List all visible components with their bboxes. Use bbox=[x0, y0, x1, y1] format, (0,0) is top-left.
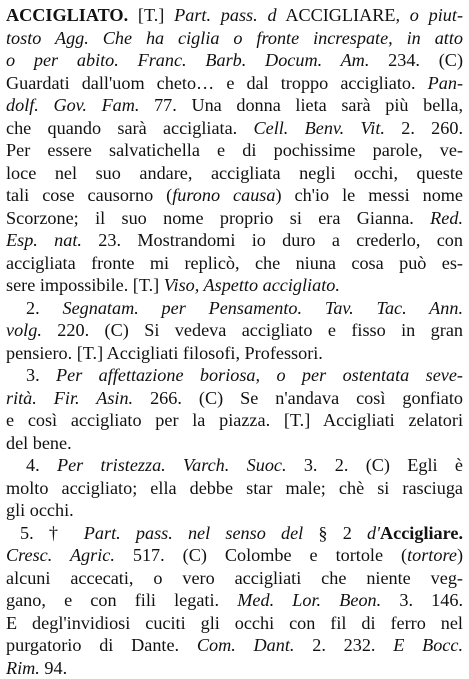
text-line bbox=[6, 567, 463, 590]
italic-text: volg. bbox=[6, 320, 42, 340]
text-line bbox=[6, 4, 463, 27]
text-line bbox=[6, 162, 463, 185]
text-segment: molto accigliato; ella debbe star male; chè si rasciuga bbox=[6, 478, 463, 498]
italic-text: Red. bbox=[430, 208, 463, 228]
text-line bbox=[6, 27, 463, 50]
text-line bbox=[6, 184, 463, 207]
italic-text: Viso, Aspetto accigliato. bbox=[164, 275, 340, 295]
italic-text: Per tristezza. Varch. Suoc. bbox=[57, 455, 287, 475]
text-segment: Per essere salvatichella e di pochissime parole, ve- bbox=[6, 140, 463, 160]
text-line bbox=[6, 387, 463, 410]
text-line bbox=[6, 589, 463, 612]
text-line bbox=[6, 229, 463, 252]
text-segment: Guardati dall'uom cheto… e dal troppo accigliato. bbox=[6, 73, 428, 93]
headword: Accigliare. bbox=[380, 523, 463, 543]
text-line bbox=[6, 252, 463, 275]
text-segment: 4. bbox=[26, 455, 57, 475]
text-segment: 77. Una donna lieta sarà più bella, bbox=[139, 95, 463, 115]
italic-text: Cresc. Agric. bbox=[6, 545, 115, 565]
italic-text: Esp. nat. bbox=[6, 230, 82, 250]
text-line bbox=[6, 657, 463, 679]
text-line bbox=[6, 544, 463, 567]
text-line bbox=[6, 72, 463, 95]
text-segment: 23. Mostrandomi io duro a crederlo, con bbox=[82, 230, 463, 250]
text-segment: sere impossibile. [T.] bbox=[6, 275, 164, 295]
text-segment: purgatorio di Dante. bbox=[6, 635, 197, 655]
text-segment: accigliata fronte mi replicò, che niuna cosa può es- bbox=[6, 253, 463, 273]
italic-text: o per abito. Franc. Barb. Docum. Am. bbox=[6, 50, 369, 70]
text-line bbox=[6, 522, 463, 545]
italic-text: Part. pass. nel senso del bbox=[84, 523, 303, 543]
text-segment: gano, e con fili legati. bbox=[6, 590, 237, 610]
italic-text: dolf. Gov. Fam. bbox=[6, 95, 139, 115]
text-line bbox=[6, 342, 463, 365]
text-line bbox=[6, 117, 463, 140]
text-line bbox=[6, 207, 463, 230]
text-line bbox=[6, 364, 463, 387]
dictionary-entry-acciglato bbox=[6, 4, 463, 679]
italic-text: Rim. bbox=[6, 658, 40, 678]
text-segment: 2. bbox=[26, 298, 62, 318]
italic-text: tosto Agg. Che ha ciglia o fronte increspate, in atto bbox=[6, 28, 463, 48]
text-segment: § 2 bbox=[303, 523, 367, 543]
text-segment: alcuni accecati, o vero accigliati che niente veg- bbox=[6, 568, 463, 588]
italic-text: E Bocc. bbox=[393, 635, 463, 655]
text-segment: ACCIGLIARE bbox=[277, 5, 396, 25]
text-segment: 517. (C) Colombe e tortole ( bbox=[115, 545, 407, 565]
italic-text: furono causa bbox=[172, 185, 275, 205]
text-line bbox=[6, 432, 463, 455]
text-segment: E degl'invidiosi cuciti gli occhi con fil di ferro nel bbox=[6, 613, 463, 633]
text-segment: 3. bbox=[26, 365, 56, 385]
text-segment: ) ch'io le messi nome bbox=[275, 185, 463, 205]
text-line bbox=[6, 409, 463, 432]
text-segment: tali cose causorno ( bbox=[6, 185, 172, 205]
text-segment: 220. (C) Si vedeva accigliato e fisso in gran bbox=[42, 320, 463, 340]
italic-text: d' bbox=[367, 523, 380, 543]
text-segment: 3. 2. (C) Egli è bbox=[287, 455, 463, 475]
text-line bbox=[6, 49, 463, 72]
text-segment: 234. (C) bbox=[369, 50, 463, 70]
text-line bbox=[6, 319, 463, 342]
text-segment: [T.] bbox=[128, 5, 174, 25]
text-segment: loce nel suo andare, accigliata negli occhi, queste bbox=[6, 163, 463, 183]
italic-text: Com. Dant. bbox=[197, 635, 295, 655]
text-segment: ) bbox=[457, 545, 463, 565]
text-line bbox=[6, 499, 463, 522]
italic-text: Cell. Benv. Vit. bbox=[254, 118, 385, 138]
italic-text: , o piut- bbox=[395, 5, 463, 25]
text-line bbox=[6, 612, 463, 635]
italic-text: tortore bbox=[407, 545, 457, 565]
italic-text: rità. Fir. Asin. bbox=[6, 388, 133, 408]
text-segment: e così accigliato per la piazza. [T.] Accigliati zelatori bbox=[6, 410, 463, 430]
text-segment: 5. † bbox=[20, 523, 84, 543]
text-line bbox=[6, 477, 463, 500]
text-segment: che quando sarà accigliata. bbox=[6, 118, 254, 138]
text-line bbox=[6, 274, 463, 297]
text-segment: 266. (C) Se n'andava così gonfiato bbox=[133, 388, 463, 408]
text-segment: 2. 260. bbox=[385, 118, 463, 138]
text-segment: 2. 232. bbox=[294, 635, 393, 655]
text-segment: 94. bbox=[40, 658, 67, 678]
text-segment: pensiero. [T.] Accigliati filosofi, Professori. bbox=[6, 343, 323, 363]
italic-text: Per affettazione boriosa, o per ostentata seve- bbox=[56, 365, 463, 385]
italic-text: Pan- bbox=[428, 73, 463, 93]
italic-text: Segnatam. per Pensamento. Tav. Tac. Ann. bbox=[62, 298, 463, 318]
text-segment: 3. 146. bbox=[381, 590, 463, 610]
text-segment: Scorzone; il suo nome proprio si era Gianna. bbox=[6, 208, 430, 228]
text-line bbox=[6, 634, 463, 657]
italic-text: Med. Lor. Beon. bbox=[237, 590, 381, 610]
text-line bbox=[6, 297, 463, 320]
text-line bbox=[6, 94, 463, 117]
text-line bbox=[6, 454, 463, 477]
text-segment: del bene. bbox=[6, 433, 72, 453]
headword: ACCIGLIATO. bbox=[6, 5, 128, 25]
text-segment: gli occhi. bbox=[6, 500, 74, 520]
text-line bbox=[6, 139, 463, 162]
italic-text: Part. pass. d bbox=[174, 5, 276, 25]
